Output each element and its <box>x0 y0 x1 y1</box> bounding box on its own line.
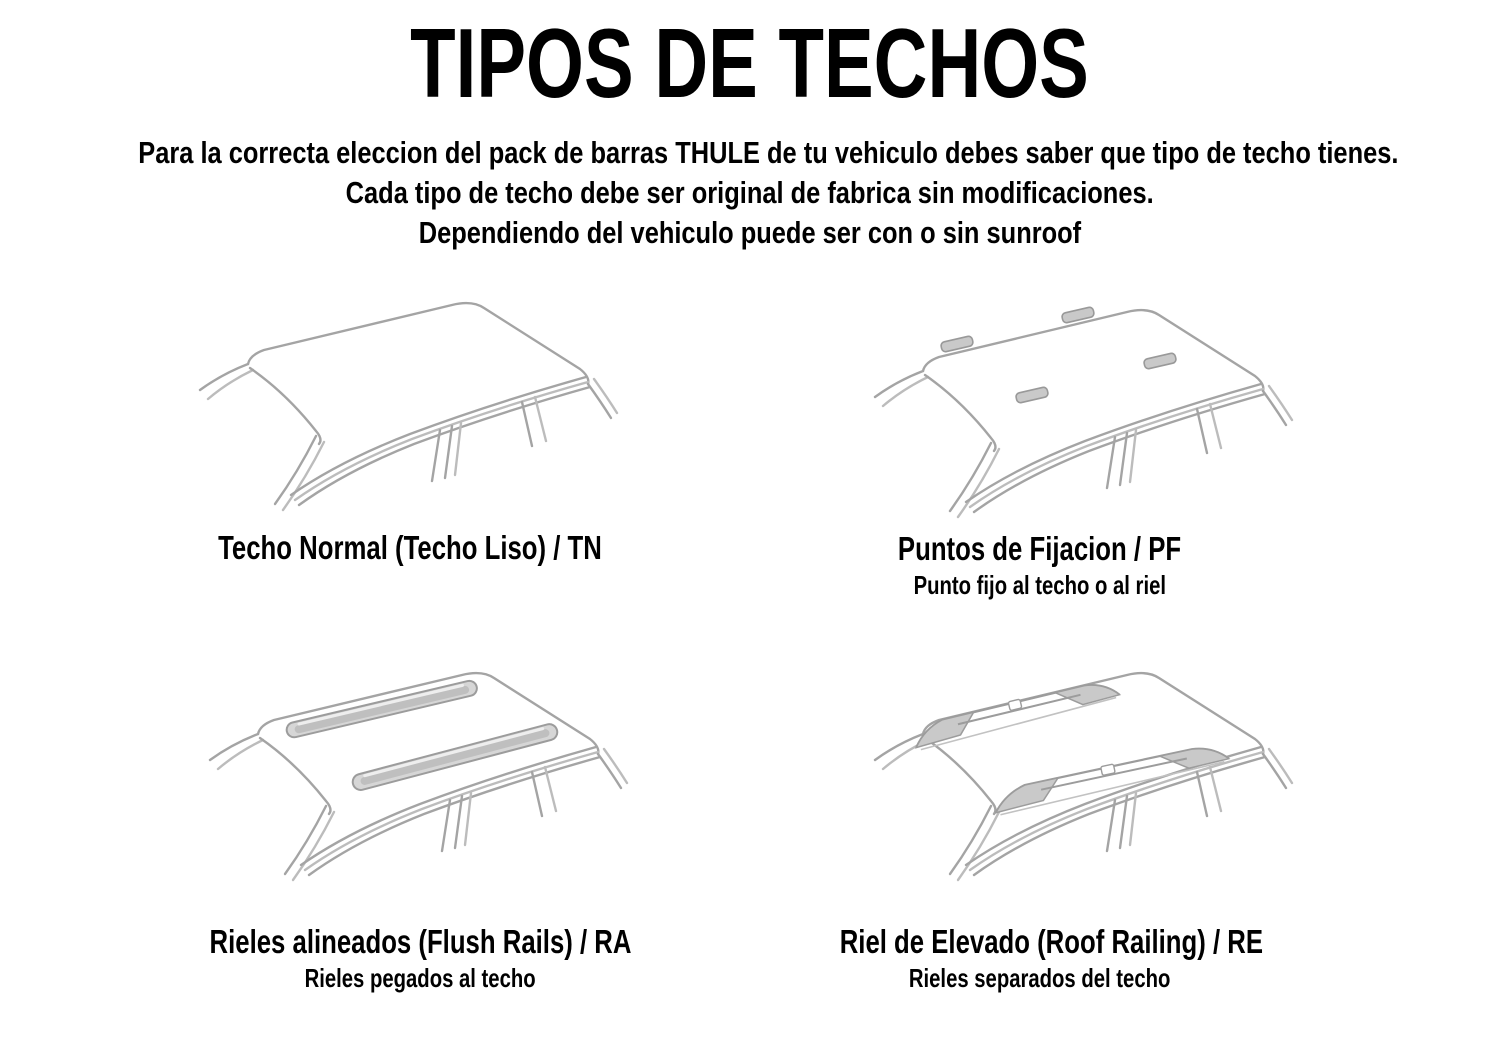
fixpoint-pads <box>940 307 1176 404</box>
roof-type-card-fixpoint <box>780 287 1300 602</box>
roof-type-sublabel-fixpoint: Punto fijo al techo o al riel <box>913 570 1167 600</box>
intro-line-3: Dependiendo del vehiculo puede ser con o sin sunroof <box>418 215 1082 250</box>
normal-roof-illustration <box>160 280 660 520</box>
intro-line-1: Para la correcta eleccion del pack de barras THULE de tu vehiculo debes saber que tipo de techo tienes. <box>138 135 1399 170</box>
roof-type-caption-roof-railing <box>780 922 1300 995</box>
page-title-text: TIPOS DE TECHOS <box>410 8 1090 118</box>
roof-type-card-normal <box>130 280 690 568</box>
roof-type-label-flush-rails: Rieles alineados (Flush Rails) / RA <box>209 923 631 960</box>
roof-type-label-normal: Techo Normal (Techo Liso) / TN <box>218 529 602 566</box>
flush-rails-roof-illustration <box>170 650 670 890</box>
page-title <box>0 8 1500 118</box>
fixpoint-roof-illustration <box>835 287 1335 527</box>
roof-type-card-flush-rails <box>140 650 700 995</box>
roof-type-label-roof-railing: Riel de Elevado (Roof Railing) / RE <box>839 923 1264 960</box>
roof-type-caption-normal <box>130 528 690 568</box>
roof-type-sublabel-flush-rails: Rieles pegados al techo <box>304 963 536 993</box>
raised-rails <box>911 676 1230 815</box>
roof-type-caption-flush-rails <box>140 922 700 995</box>
roof-type-label-fixpoint: Puntos de Fijacion / PF <box>898 530 1182 567</box>
roof-type-caption-fixpoint <box>780 529 1300 602</box>
intro-text <box>0 133 1500 253</box>
raised-rails-roof-illustration <box>835 650 1335 890</box>
roof-type-card-roof-railing <box>780 650 1300 995</box>
intro-line-2: Cada tipo de techo debe ser original de fabrica sin modificaciones. <box>345 175 1154 210</box>
roof-type-sublabel-roof-railing: Rieles separados del techo <box>909 963 1171 993</box>
